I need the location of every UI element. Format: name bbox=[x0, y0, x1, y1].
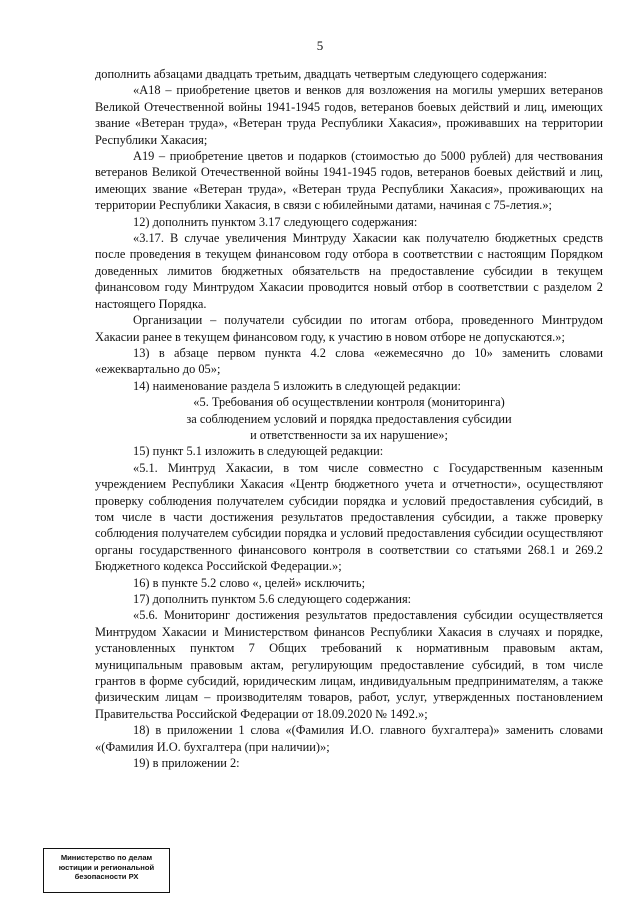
section-heading-line: «5. Требования об осуществлении контроля (мониторинга) bbox=[193, 395, 505, 410]
paragraph: «А18 – приобретение цветов и венков для возложения на могилы умерших ветеранов Великой Отечественной войны 1941-1945 годов, ветеранов боевых действий и лиц, имеющих звание «Ветеран труда», «Ветеран труда Республики Хакасия», проживавших на территории Республики Хакасия; bbox=[95, 83, 603, 147]
paragraph: 19) в приложении 2: bbox=[133, 756, 240, 771]
paragraph: «5.1. Минтруд Хакасии, в том числе совместно с Государственным казенным учреждением Республики Хакасия «Центр бюджетного учета и отчетности», осуществляют проверку соблюдения получателем субсидии порядка и условий предоставления субсидий, в том числе в части достижения результатов предоставления субсидии, а также проверку соблюдения получателем субсидии порядка и условий предоставления субсидии осуществляют органы государственного финансового контроля в соответствии со статьями 268.1 и 269.2 Бюджетного кодекса Российской Федерации.»; bbox=[95, 460, 603, 574]
paragraph: 16) в пункте 5.2 слово «, целей» исключить; bbox=[133, 575, 366, 590]
paragraph: 15) пункт 5.1 изложить в следующей редакции: bbox=[133, 444, 384, 459]
paragraph: «5.6. Мониторинг достижения результатов предоставления субсидии осуществляется Минтрудом Хакасии и Министерством финансов Республики Хакасия в случаях и порядке, установленных пунктом 7 Общих требований к нормативным правовым актам, муниципальным правовым актам, регулирующим предоставление субсидий, в том числе грантов в форме субсидий, юридическим лицам, индивидуальным предпринимателям, а также физическим лицам – производителям товаров, работ, услуг, утвержденных постановлением Правительства Российской Федерации от 18.09.2020 № 1492.»; bbox=[95, 608, 603, 721]
paragraph: 12) дополнить пунктом 3.17 следующего содержания: bbox=[133, 214, 418, 229]
section-heading-line: за соблюдением условий и порядка предоставления субсидии bbox=[186, 411, 512, 426]
paragraph: 17) дополнить пунктом 5.6 следующего содержания: bbox=[133, 592, 412, 606]
paragraph: «3.17. В случае увеличения Минтруду Хакасии как получателю бюджетных средств после проведения в текущем финансовом году отбора в соответствии с настоящим Порядком доведенных лимитов бюджетных обязательств на предоставление субсидии в текущем финансовом году Минтрудом Хакасии проводится новый отбор в соответствии с разделом 2 настоящего Порядка. bbox=[95, 231, 603, 311]
paragraph: Организации – получатели субсидии по итогам отбора, проведенного Минтрудом Хакасии ранее в текущем финансовом году, к участию в новом отборе не допускаются.»; bbox=[95, 313, 603, 344]
stamp-line: юстиции и региональной bbox=[58, 862, 155, 872]
stamp-line: Министерство по делам bbox=[60, 853, 153, 862]
stamp-line: безопасности РХ bbox=[74, 872, 139, 881]
paragraph: дополнить абзацами двадцать третьим, двадцать четвертым следующего содержания: bbox=[95, 67, 548, 81]
document-body bbox=[95, 66, 603, 771]
paragraph: 14) наименование раздела 5 изложить в следующей редакции: bbox=[133, 378, 461, 393]
paragraph: А19 – приобретение цветов и подарков (стоимостью до 5000 рублей) для чествования ветеранов Великой Отечественной войны 1941-1945 годов, ветеранов боевых действий и лиц, имеющих звание «Ветеран труда», «Ветеран труда Республики Хакасия», проживающих на территории Республики Хакасия, в связи с юбилейными датами, начиная с 75-летия.»; bbox=[95, 149, 603, 213]
ministry-stamp bbox=[43, 848, 170, 893]
paragraph: 13) в абзаце первом пункта 4.2 слова «ежемесячно до 10» заменить словами «ежеквартально до 05»; bbox=[95, 345, 603, 377]
paragraph: 18) в приложении 1 слова «(Фамилия И.О. главного бухгалтера)» заменить словами «(Фамилия И.О. бухгалтера (при наличии)»; bbox=[95, 723, 603, 754]
page-number: 5 bbox=[316, 38, 324, 53]
section-heading-line: и ответственности за их нарушение»; bbox=[250, 427, 448, 442]
